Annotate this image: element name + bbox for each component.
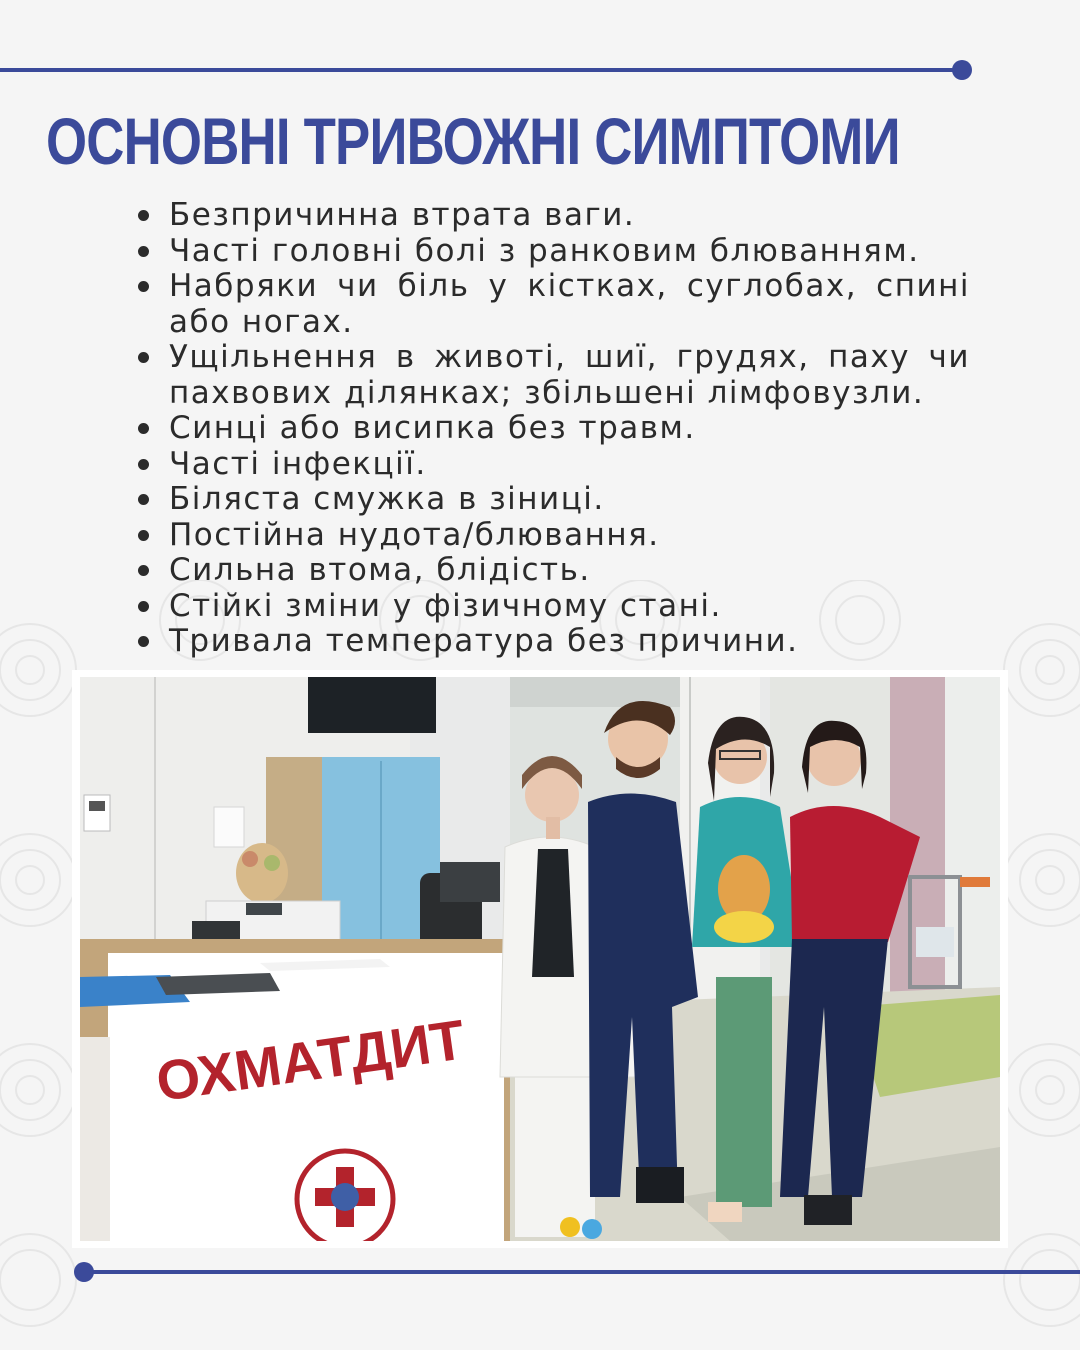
team-photo <box>80 677 1000 1241</box>
bullet-icon <box>138 352 149 363</box>
bullet-icon <box>138 459 149 470</box>
list-item <box>132 447 970 483</box>
symptom-text: Біляста смужка в зіниці. <box>169 481 605 517</box>
photo-frame <box>72 670 1008 1248</box>
bullet-icon <box>138 636 149 647</box>
list-item <box>132 234 970 270</box>
bullet-icon <box>138 601 149 612</box>
reception-sign-text: ОХМАТДИТ <box>152 1007 469 1114</box>
symptom-text: Сильна втома, блідість. <box>169 552 591 588</box>
symptom-text: Часті інфекції. <box>169 445 427 482</box>
symptom-text: Тривала температура без причини. <box>169 623 799 659</box>
bottom-divider-line <box>84 1270 1080 1274</box>
bullet-icon <box>138 530 149 541</box>
bullet-icon <box>138 423 149 434</box>
symptom-text: Синці або висипка без травм. <box>169 410 696 446</box>
symptom-list <box>132 198 970 660</box>
top-divider-line <box>0 68 960 72</box>
list-item <box>132 269 970 340</box>
list-item <box>132 198 970 234</box>
list-item <box>132 589 970 625</box>
list-item <box>132 553 970 589</box>
bottom-divider-dot <box>74 1262 94 1282</box>
bullet-icon <box>138 246 149 257</box>
bullet-icon <box>138 494 149 505</box>
symptom-text: Стійкі зміни у фізичному стані. <box>169 587 722 624</box>
symptom-text: Набряки чи біль у кістках, суглобах, спині або ногах. <box>169 268 970 340</box>
symptom-text: Безпричинна втрата ваги. <box>169 197 636 233</box>
symptom-text: Постійна нудота/блювання. <box>169 516 660 553</box>
list-item <box>132 411 970 447</box>
list-item <box>132 624 970 660</box>
bullet-icon <box>138 281 149 292</box>
top-divider-dot <box>952 60 972 80</box>
list-item <box>132 340 970 411</box>
list-item <box>132 518 970 554</box>
page-title: ОСНОВНІ ТРИВОЖНІ СИМПТОМИ <box>46 104 900 178</box>
bullet-icon <box>138 210 149 221</box>
list-item <box>132 482 970 518</box>
symptom-text: Часті головні болі з ранковим блюванням. <box>169 232 920 269</box>
bullet-icon <box>138 565 149 576</box>
symptom-text: Ущільнення в животі, шиї, грудях, паху чи пахвових ділянках; збільшені лімфовузли. <box>169 339 970 411</box>
